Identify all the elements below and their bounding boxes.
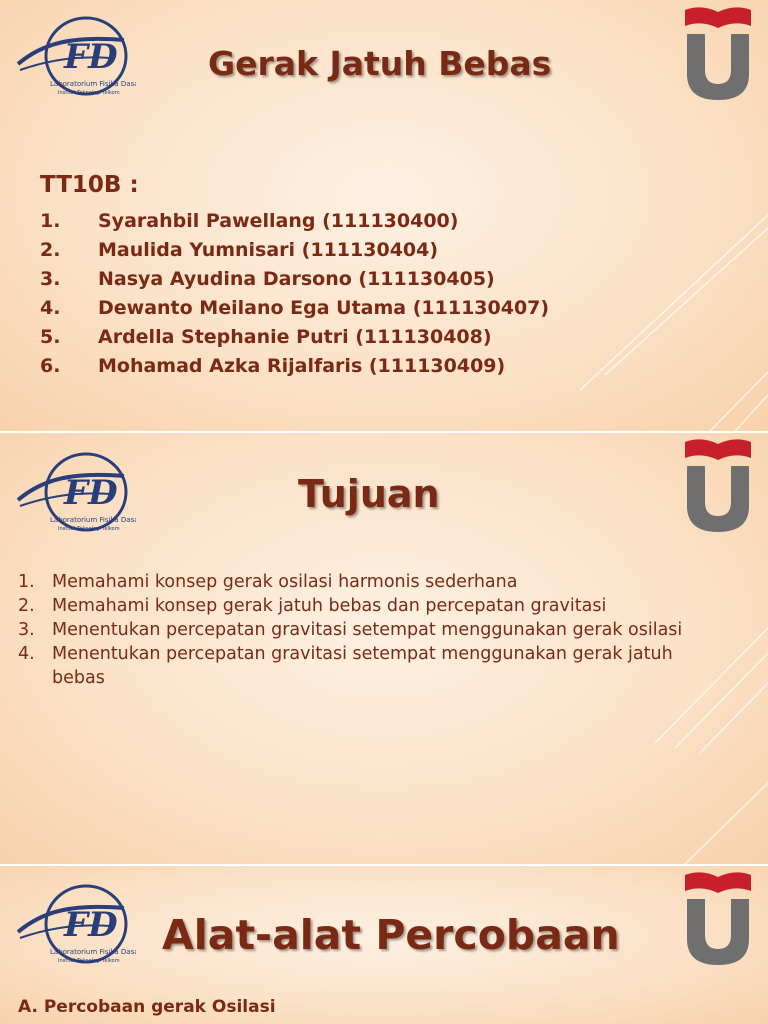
laboratorium-fisika-dasar-logo <box>14 880 136 968</box>
member-name: Dewanto Meilano Ega Utama (111130407) <box>98 297 550 319</box>
page-title: Gerak Jatuh Bebas <box>208 44 552 83</box>
telkom-university-logo <box>683 436 753 536</box>
laboratorium-fisika-dasar-logo <box>14 448 136 536</box>
goal-text: Memahami konsep gerak jatuh bebas dan percepatan gravitasi <box>52 596 607 616</box>
list-number: 5. <box>40 326 61 348</box>
svg-text:Laboratorium Fisika Dasar: Laboratorium Fisika Dasar <box>50 516 136 524</box>
svg-text:FD: FD <box>64 905 118 945</box>
list-number: 6. <box>40 355 61 377</box>
list-number: 3. <box>40 268 61 290</box>
list-item <box>18 594 718 618</box>
svg-text:Laboratorium Fisika Dasar: Laboratorium Fisika Dasar <box>50 948 136 956</box>
svg-text:Institut Teknologi Telkom: Institut Teknologi Telkom <box>58 526 120 532</box>
goal-text: Menentukan percepatan gravitasi setempat menggunakan gerak osilasi <box>52 620 683 640</box>
list-item <box>40 323 549 352</box>
list-item <box>18 618 718 642</box>
list-item <box>40 352 549 381</box>
svg-text:FD: FD <box>64 37 118 77</box>
svg-text:Institut Teknologi Telkom: Institut Teknologi Telkom <box>58 958 120 964</box>
member-name: Ardella Stephanie Putri (111130408) <box>98 326 492 348</box>
list-item <box>40 265 549 294</box>
svg-text:FD: FD <box>64 473 118 513</box>
member-name: Syarahbil Pawellang (111130400) <box>98 210 459 232</box>
list-item <box>18 570 718 594</box>
list-number: 4. <box>40 297 61 319</box>
telkom-university-logo <box>683 869 753 969</box>
section-title: Alat-alat Percobaan <box>162 911 620 959</box>
telkom-university-logo <box>683 4 753 104</box>
list-number: 1. <box>40 210 61 232</box>
list-number: 2. <box>18 596 35 616</box>
svg-text:Institut Teknologi Telkom: Institut Teknologi Telkom <box>58 90 120 96</box>
list-item <box>18 642 718 690</box>
goal-text: Menentukan percepatan gravitasi setempat menggunakan gerak jatuh bebas <box>52 644 673 688</box>
slide-title <box>0 0 768 431</box>
member-name: Nasya Ayudina Darsono (111130405) <box>98 268 495 290</box>
svg-text:Laboratorium Fisika Dasar: Laboratorium Fisika Dasar <box>50 80 136 88</box>
list-number: 2. <box>40 239 61 261</box>
list-number: 1. <box>18 572 35 592</box>
subheading: A. Percobaan gerak Osilasi <box>18 997 276 1017</box>
member-name: Mohamad Azka Rijalfaris (111130409) <box>98 355 506 377</box>
group-label: TT10B : <box>40 172 139 198</box>
section-title: Tujuan <box>298 472 440 516</box>
laboratorium-fisika-dasar-logo <box>14 12 136 100</box>
list-item <box>40 236 549 265</box>
list-number: 3. <box>18 620 35 640</box>
member-list <box>40 207 549 381</box>
list-item <box>40 294 549 323</box>
goal-text: Memahami konsep gerak osilasi harmonis sederhana <box>52 572 518 592</box>
list-number: 4. <box>18 644 35 664</box>
goal-list <box>18 570 718 690</box>
member-name: Maulida Yumnisari (111130404) <box>98 239 439 261</box>
list-item <box>40 207 549 236</box>
